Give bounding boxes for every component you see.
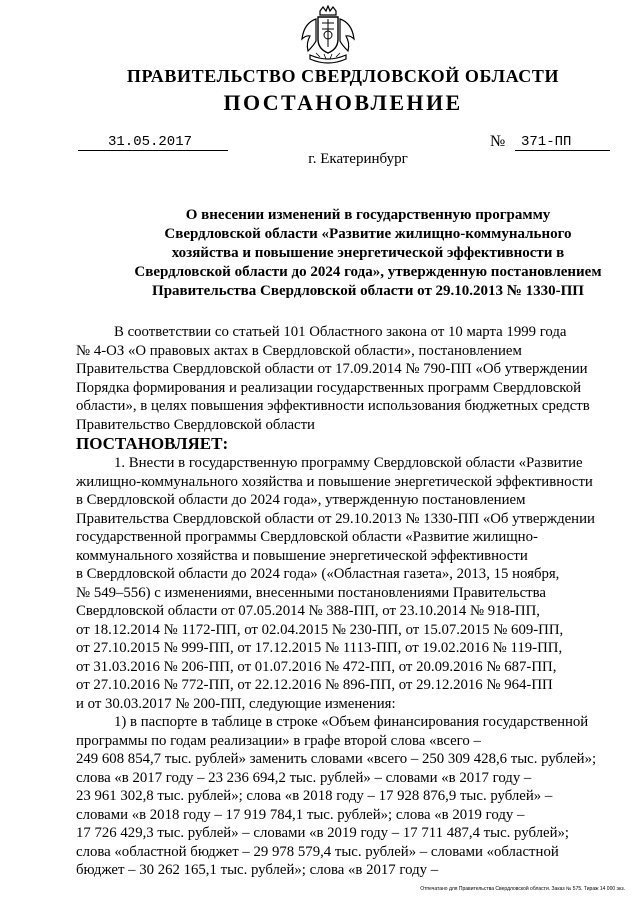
subitem-line: слова «областной бюджет – 29 978 579,4 тыс. рублей» – словами «областной (76, 843, 559, 860)
document-body (76, 323, 609, 880)
document-type: ПОСТАНОВЛЕНИЕ (223, 90, 463, 115)
preamble-line: Порядка формирования и реализации государственных программ Свердловской (76, 379, 582, 396)
title-line: хозяйства и повышение энергетической эффективности в (171, 245, 565, 261)
item-line: и от 30.03.2017 № 200-ПП, следующие изменения: (76, 695, 396, 712)
subitem-line: 1) в паспорте в таблице в строке «Объем финансирования государственной (114, 714, 589, 730)
coat-of-arms-icon (296, 5, 360, 67)
preamble-line: Правительство Свердловской области (76, 416, 315, 433)
item-line: № 549–556) с изменениями, внесенными постановлениями Правительства (76, 584, 546, 601)
item-line: от 27.10.2015 № 999-ПП, от 17.12.2015 № 1113-ПП, от 19.02.2016 № 119-ПП, (76, 640, 563, 656)
city: г. Екатеринбург (308, 151, 408, 167)
preamble-line: № 4-ОЗ «О правовых актах в Свердловской области», постановлением (76, 342, 522, 359)
title-line: О внесении изменений в государственную программу (185, 207, 551, 223)
print-footer-note: Отпечатано для Правительства Свердловской области. Заказ № 575. Тираж 14 000 экз. (420, 886, 625, 892)
item-line: государственной программы Свердловской области «Развитие жилищно- (76, 529, 538, 545)
subitem-line: бюджет – 30 262 165,1 тыс. рублей»; слова «в 2017 году – (76, 862, 439, 878)
subitem-line: 23 961 302,8 тыс. рублей»; слова «в 2018 году – 17 928 876,9 тыс. рублей» – (76, 788, 553, 804)
item-line: жилищно-коммунального хозяйства и повышение энергетической эффективности (76, 473, 593, 490)
document-title (80, 206, 640, 301)
decree-word: ПОСТАНОВЛЯЕТ: (76, 434, 229, 453)
preamble-line: Правительства Свердловской области от 17.09.2014 № 790-ПП «Об утверждении (76, 361, 588, 377)
item-line: от 27.10.2016 № 772-ПП, от 22.12.2016 № 896-ПП, от 29.12.2016 № 964-ПП (76, 677, 553, 693)
item-line: коммунального хозяйства и повышение энергетической эффективности (76, 547, 528, 564)
subitem-line: слова «в 2017 году – 23 236 694,2 тыс. рублей» – словами «в 2017 году – (76, 769, 532, 786)
item-line: в Свердловской области до 2024 года», утвержденную постановлением (76, 492, 526, 508)
item-line: Свердловской области от 07.05.2014 № 388-ПП, от 23.10.2014 № 918-ПП, (76, 603, 540, 619)
subitem-line: программы по годам реализации» в графе второй слова «всего – (76, 732, 481, 749)
document-date: 31.05.2017 (78, 134, 228, 151)
subitem-line: 17 726 429,3 тыс. рублей» – словами «в 2019 году – 17 711 487,4 тыс. рублей»; (76, 825, 570, 841)
subitem-line: 249 608 854,7 тыс. рублей» заменить словами «всего – 250 309 428,6 тыс. рублей»; (76, 751, 597, 767)
organization-title: ПРАВИТЕЛЬСТВО СВЕРДЛОВСКОЙ ОБЛАСТИ (126, 66, 560, 86)
subitem-line: словами «в 2018 году – 17 919 784,1 тыс. рублей»; слова «в 2019 году – (76, 806, 525, 823)
preamble-line: В соответствии со статьей 101 Областного закона от 10 марта 1999 года (114, 324, 567, 340)
item-line: Правительства Свердловской области от 29.10.2013 № 1330-ПП «Об утверждении (76, 510, 595, 527)
document-number: 371-ПП (515, 134, 610, 151)
preamble-line: области», в целях повышения эффективности использования бюджетных средств (76, 398, 590, 414)
title-line: Правительства Свердловской области от 29.10.2013 № 1330-ПП (152, 283, 584, 299)
title-line: Свердловской области до 2024 года», утвержденную постановлением (134, 264, 602, 280)
item-line: в Свердловской области до 2024 года» («Областная газета», 2013, 15 ноября, (76, 566, 560, 582)
item-line: от 18.12.2014 № 1172-ПП, от 02.04.2015 № 230-ПП, от 15.07.2015 № 609-ПП, (76, 621, 564, 638)
item-line: от 31.03.2016 № 206-ПП, от 01.07.2016 № 472-ПП, от 20.09.2016 № 687-ПП, (76, 658, 557, 675)
number-sign: № (490, 133, 506, 150)
title-line: Свердловской области «Развитие жилищно-коммунального (164, 226, 572, 242)
item-line: 1. Внести в государственную программу Свердловской области «Развитие (114, 455, 583, 471)
